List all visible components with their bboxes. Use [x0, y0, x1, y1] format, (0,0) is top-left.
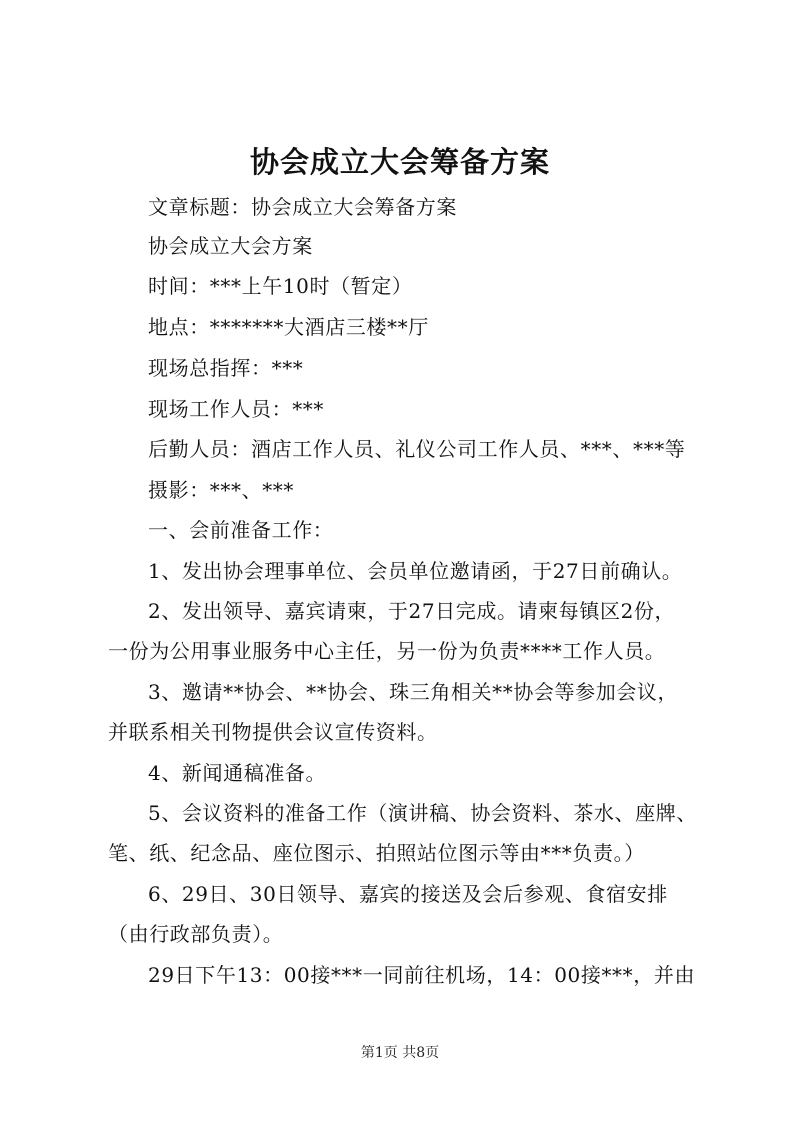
item-3-continuation: 并联系相关刊物提供会议宣传资料。 — [108, 720, 438, 744]
item-3-line: 3、邀请**协会、**协会、珠三角相关**协会等参加会议， — [148, 680, 679, 704]
item-1-line: 1、发出协会理事单位、会员单位邀请函，于27日前确认。 — [148, 559, 683, 583]
chief-commander-line: 现场总指挥：*** — [148, 356, 304, 380]
item-5-line: 5、会议资料的准备工作（演讲稿、协会资料、茶水、座牌、 — [148, 801, 697, 825]
schedule-line: 29日下午13：00接***一同前往机场，14：00接***，并由 — [148, 963, 696, 987]
logistics-staff-line: 后勤人员：酒店工作人员、礼仪公司工作人员、***、***等 — [148, 437, 686, 461]
document-title: 协会成立大会筹备方案 — [249, 145, 550, 179]
photography-line: 摄影：***、*** — [148, 478, 294, 502]
item-6-line: 6、29日、30日领导、嘉宾的接送及会后参观、食宿安排 — [148, 882, 668, 906]
page-footer: 第1页 共8页 — [360, 1045, 440, 1061]
meeting-plan-line: 协会成立大会方案 — [148, 234, 313, 258]
section-heading: 一、会前准备工作： — [148, 518, 334, 542]
onsite-staff-line: 现场工作人员：*** — [148, 397, 324, 421]
item-2-continuation: 一份为公用事业服务中心主任，另一份为负责****工作人员。 — [108, 639, 666, 663]
article-title-line: 文章标题：协会成立大会筹备方案 — [148, 195, 457, 219]
item-5-continuation: 笔、纸、纪念品、座位图示、拍照站位图示等由***负责。） — [108, 841, 645, 865]
time-line: 时间：***上午10时（暂定） — [148, 274, 413, 298]
location-line: 地点：*******大酒店三楼**厅 — [148, 315, 429, 339]
item-4-line: 4、新闻通稿准备。 — [148, 761, 327, 785]
item-2-line: 2、发出领导、嘉宾请柬，于27日完成。请柬每镇区2份， — [148, 599, 676, 623]
item-6-continuation: （由行政部负责）。 — [108, 922, 284, 946]
